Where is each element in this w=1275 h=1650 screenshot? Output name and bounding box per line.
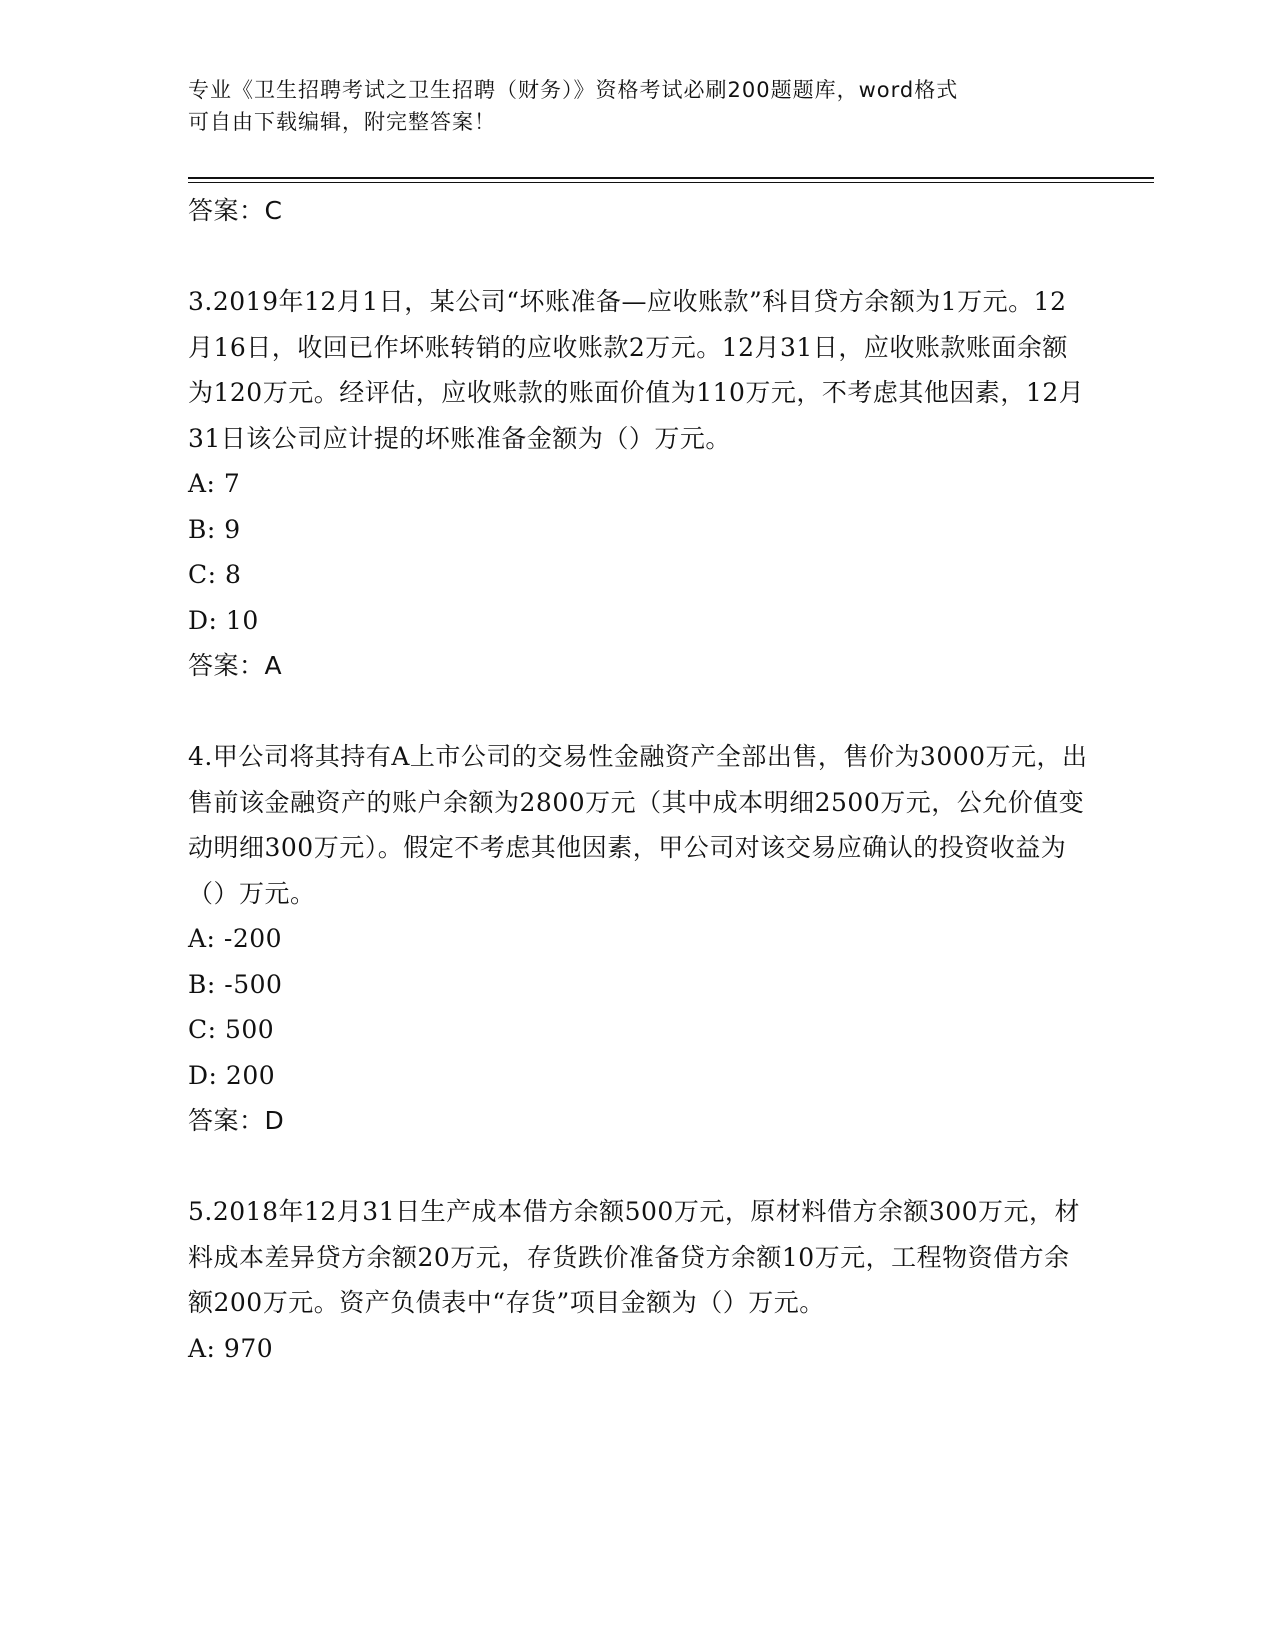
option-c: C: 500 bbox=[188, 1015, 275, 1044]
option-b: B: -500 bbox=[188, 969, 283, 999]
answer-line: 答案：A bbox=[188, 651, 283, 680]
header-line-1: 专业《卫生招聘考试之卫生招聘（财务）》资格考试必刷200题题库，word格式 bbox=[188, 78, 959, 102]
question-4 bbox=[188, 734, 1088, 1144]
question-3 bbox=[188, 279, 1088, 689]
option-c: C: 8 bbox=[188, 560, 242, 589]
header-divider-thin bbox=[188, 182, 1154, 183]
question-text: 5.2018年12月31日生产成本借方余额500万元，原材料借方余额300万元，材料成本差异贷方余额20万元，存货跌价准备贷方余额10万元，工程物资借方余额200万元。资产负债表中“存货”项目金额为（）万元。 bbox=[188, 1197, 1081, 1317]
answer-line: 答案：D bbox=[188, 1106, 285, 1135]
header-divider-thick bbox=[188, 177, 1154, 179]
option-d: D: 10 bbox=[188, 605, 259, 635]
option-b: B: 9 bbox=[188, 514, 241, 544]
document-body bbox=[188, 188, 1088, 1371]
header-line-2: 可自由下载编辑，附完整答案！ bbox=[188, 110, 496, 134]
document-header bbox=[188, 74, 1068, 138]
question-text: 4.甲公司将其持有A上市公司的交易性金融资产全部出售，售价为3000万元，出售前该金融资产的账户余额为2800万元（其中成本明细2500万元，公允价值变动明细300万元）。假定不考虑其他因素，甲公司对该交易应确认的投资收益为（）万元。 bbox=[188, 742, 1088, 908]
option-a: A: 7 bbox=[188, 469, 241, 498]
option-a: A: -200 bbox=[188, 924, 283, 953]
option-d: D: 200 bbox=[188, 1060, 276, 1090]
question-5 bbox=[188, 1189, 1088, 1371]
option-a: A: 970 bbox=[188, 1333, 274, 1363]
answer-line: 答案：C bbox=[188, 196, 283, 225]
question-text: 3.2019年12月1日，某公司“坏账准备—应收账款”科目贷方余额为1万元。12月16日，收回已作坏账转销的应收账款2万元。12月31日，应收账款账面余额为120万元。经评估，应收账款的账面价值为110万元，不考虑其他因素，12月31日该公司应计提的坏账准备金额为（）万元。 bbox=[188, 287, 1085, 453]
